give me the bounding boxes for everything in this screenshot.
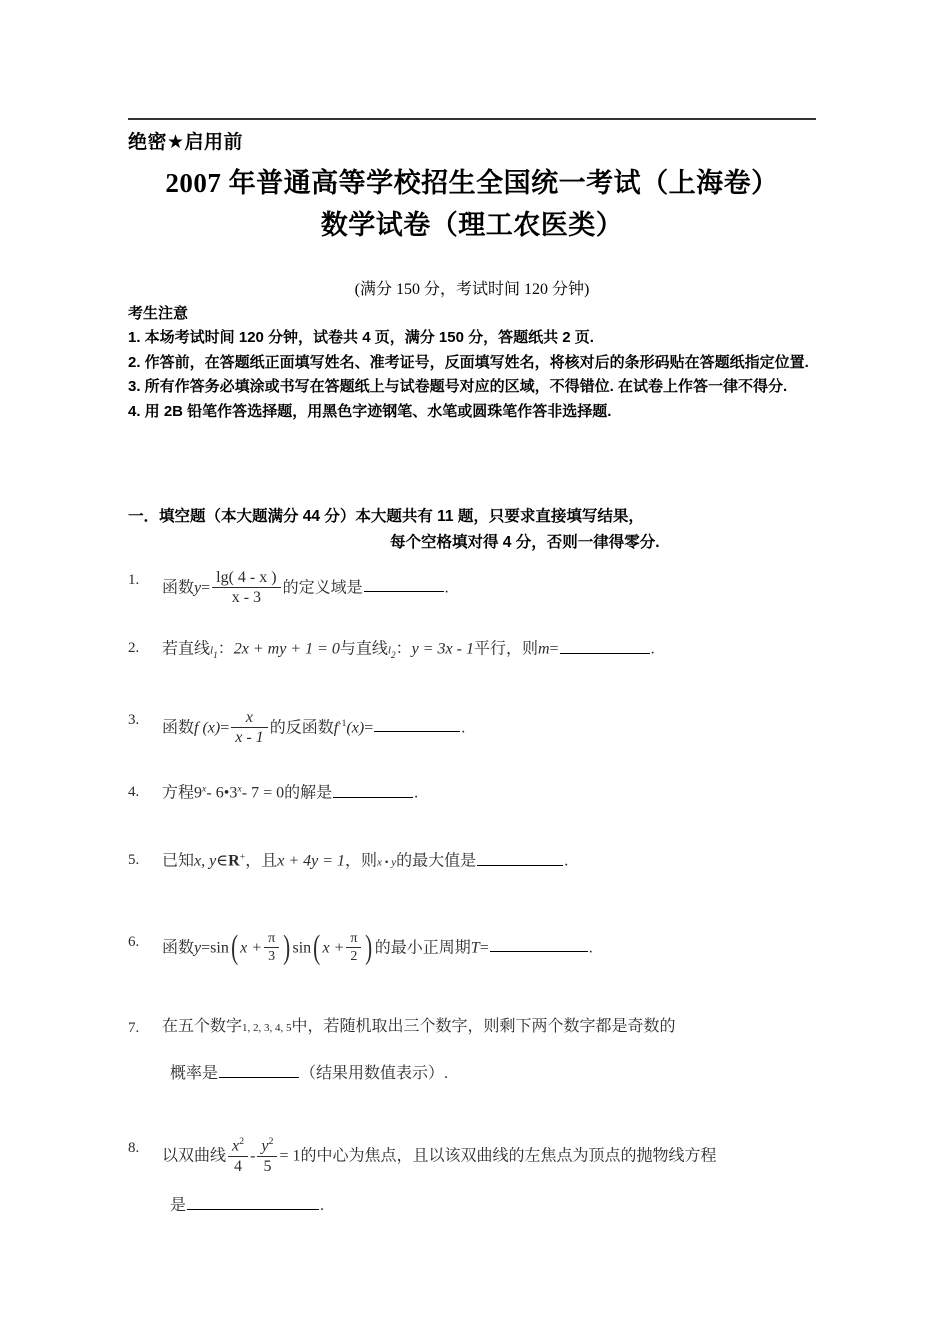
- q3-period: .: [461, 719, 466, 737]
- q2-colon-2: ：: [395, 640, 412, 658]
- question-body: [162, 710, 828, 748]
- q3-fraction: [231, 709, 267, 747]
- q2-answer-blank[interactable]: [560, 638, 650, 654]
- q5-period: .: [564, 852, 569, 870]
- question-body: [162, 570, 828, 608]
- q8-fraction-2: [257, 1137, 277, 1175]
- q5-element-of-symbol: ∈: [216, 852, 229, 870]
- question-number: 6.: [128, 934, 140, 950]
- q5-real-set-superscript: +: [239, 851, 246, 863]
- q8-answer-blank[interactable]: [187, 1194, 319, 1210]
- q3-function: f (x): [194, 719, 221, 737]
- q6-sine-1: sin: [210, 939, 229, 957]
- q7-answer-blank[interactable]: [219, 1062, 299, 1078]
- notice-heading: 考生注意: [128, 305, 189, 322]
- page-subtitle: 数学试卷（理工农医类）: [320, 210, 624, 240]
- q6-left-paren-2: (: [313, 928, 321, 966]
- question-6: [128, 928, 828, 966]
- q4-answer-blank[interactable]: [333, 782, 413, 798]
- q6-answer-blank[interactable]: [490, 937, 588, 953]
- q3-middle: 的反函数: [269, 719, 334, 737]
- q2-equals: =: [549, 640, 559, 658]
- q3-fraction-denominator: x - 1: [235, 729, 264, 747]
- q8-line2-prefix: 是: [170, 1197, 187, 1214]
- q6-variable-T: T: [470, 939, 480, 957]
- q1-suffix: 的定义域是: [282, 579, 363, 597]
- question-number: 7.: [128, 1020, 140, 1036]
- q8-period: .: [320, 1197, 325, 1214]
- q5-suffix: 的最大值是: [396, 852, 477, 870]
- question-8: [128, 1138, 828, 1176]
- q3-fraction-numerator: x: [231, 709, 267, 728]
- q5-real-set: R: [228, 852, 240, 870]
- q6-fraction-1-denominator: 3: [268, 949, 276, 965]
- q2-middle: 与直线: [339, 640, 388, 658]
- question-number: 3.: [128, 712, 140, 728]
- q6-right-paren-2: ): [365, 928, 373, 966]
- q8-line1-suffix: 的中心为焦点，且以该双曲线的左焦点为顶点的抛物线方程: [300, 1147, 717, 1165]
- q1-fraction-numerator: lg( 4 - x ): [212, 569, 280, 588]
- q2-line1-subscript: 1: [213, 650, 218, 661]
- q2-prefix: 若直线: [162, 640, 211, 658]
- q3-answer-blank[interactable]: [374, 717, 460, 733]
- q8-fraction-1-numerator-base: x: [232, 1137, 240, 1155]
- q7-line1-suffix: 中，若随机取出三个数字，则剩下两个数字都是奇数的: [291, 1018, 676, 1035]
- q6-left-paren-1: (: [230, 928, 239, 966]
- q8-fraction-1: [228, 1137, 248, 1175]
- q3-inverse-exponent: -1: [338, 718, 347, 730]
- q8-line1-prefix: 以双曲线: [162, 1147, 227, 1165]
- question-number: 4.: [128, 784, 140, 800]
- q4-base-1: 9: [194, 784, 203, 802]
- q2-line2-label: l: [387, 644, 391, 657]
- q5-product: x • y: [377, 856, 397, 869]
- question-number: 5.: [128, 852, 140, 868]
- q3-prefix: 函数: [162, 719, 195, 737]
- q7-line1-prefix: 在五个数字: [162, 1018, 243, 1035]
- q8-minus-operator: -: [250, 1147, 256, 1165]
- q6-right-paren-1: ): [283, 928, 291, 966]
- question-body: [162, 638, 828, 662]
- q8-fraction-1-numerator-exponent: 2: [239, 1136, 245, 1148]
- q5-variables: x, y: [194, 852, 217, 870]
- q4-expression-end: - 7 = 0: [241, 784, 285, 802]
- q7-line2-suffix: （结果用数值表示）.: [300, 1065, 449, 1082]
- question-8-line-2: [128, 1192, 828, 1215]
- q6-prefix: 函数: [162, 939, 195, 957]
- section-header-line-2: 每个空格填对得 4 分，否则一律得零分.: [390, 534, 660, 551]
- q1-fraction: [212, 569, 280, 607]
- question-number: 2.: [128, 640, 140, 656]
- q5-prefix: 已知: [162, 852, 195, 870]
- question-number: 1.: [128, 572, 140, 588]
- q8-equals-one: = 1: [279, 1147, 301, 1165]
- q5-middle: ，则: [345, 852, 378, 870]
- q7-number-list: 1, 2, 3, 4, 5: [242, 1022, 292, 1034]
- question-body: [162, 850, 828, 871]
- q8-fraction-1-numerator: [228, 1137, 248, 1157]
- q2-colon-1: ：: [217, 640, 234, 658]
- q8-fraction-2-denominator: 5: [263, 1157, 272, 1175]
- notice-item: 1. 本场考试时间 120 分钟，试卷共 4 页，满分 150 分，答题纸共 2 页.: [128, 329, 594, 346]
- q1-fraction-denominator: x - 3: [231, 589, 262, 607]
- question-body: [162, 928, 828, 966]
- q1-answer-blank[interactable]: [364, 577, 444, 593]
- q6-variable-y: y: [194, 939, 202, 957]
- secret-label: 绝密★启用前: [128, 132, 244, 153]
- question-7-line-2: [128, 1060, 828, 1083]
- section-header-line-1: 一．填空题（本大题满分 44 分）本大题共有 11 题，只要求直接填写结果，: [128, 508, 644, 525]
- q1-period: .: [444, 579, 449, 597]
- question-body: [162, 1018, 828, 1036]
- q4-exponent-2: x: [237, 783, 242, 795]
- q5-comma: ，且: [245, 852, 278, 870]
- q8-fraction-2-numerator-base: y: [261, 1137, 269, 1155]
- page-title: 2007 年普通高等学校招生全国统一考试（上海卷）: [165, 168, 779, 198]
- q6-suffix: 的最小正周期: [374, 939, 471, 957]
- q2-variable-m: m: [537, 640, 550, 658]
- question-2: [128, 638, 828, 662]
- q3-inverse-function: f: [333, 719, 339, 737]
- section-one-header: [128, 504, 828, 556]
- question-1: [128, 570, 828, 608]
- q2-period: .: [650, 640, 655, 658]
- q4-suffix: 的解是: [284, 784, 333, 802]
- q6-equals-2: =: [479, 939, 489, 957]
- q6-period: .: [588, 939, 593, 957]
- candidate-notice-block: [128, 302, 820, 424]
- q3-inverse-argument: (x): [346, 719, 365, 737]
- q6-fraction-2-numerator: π: [346, 931, 361, 948]
- q6-fraction-1-numerator: π: [264, 931, 279, 948]
- q2-suffix: 平行，则: [473, 640, 538, 658]
- q2-equation-1: 2x + my + 1 = 0: [233, 640, 340, 658]
- question-body: [162, 782, 828, 803]
- header-divider-rule: [128, 118, 816, 120]
- question-7: [128, 1018, 828, 1037]
- q4-exponent-1: x: [202, 783, 207, 795]
- q6-fraction-1: [264, 931, 279, 964]
- question-4: [128, 782, 828, 803]
- q8-fraction-2-numerator: [257, 1137, 277, 1157]
- q6-equals: =: [201, 939, 211, 957]
- q8-fraction-2-numerator-exponent: 2: [268, 1136, 274, 1148]
- q4-period: .: [414, 784, 419, 802]
- q2-line1-label: l: [210, 644, 214, 657]
- document-header: [128, 128, 816, 246]
- q6-sine-2: sin: [292, 939, 312, 957]
- q6-arg2-x: x +: [322, 939, 345, 957]
- question-5: [128, 850, 828, 871]
- q2-equation-2: y = 3x - 1: [411, 640, 474, 658]
- q3-equals-2: =: [364, 719, 374, 737]
- notice-item: 2. 作答前，在答题纸正面填写姓名、准考证号，反面填写姓名，将核对后的条形码贴在答题纸指定位置.: [128, 353, 809, 371]
- q1-prefix: 函数: [162, 579, 195, 597]
- q4-expression-middle: - 6•3: [206, 784, 238, 802]
- question-3: [128, 710, 828, 748]
- q5-condition: x + 4y = 1: [277, 852, 346, 870]
- notice-item: 3. 所有作答务必填涂或书写在答题纸上与试卷题号对应的区域，不得错位. 在试卷上作答一律不得分.: [128, 378, 788, 395]
- notice-item: 4. 用 2B 铅笔作答选择题，用黑色字迹钢笔、水笔或圆珠笔作答非选择题.: [128, 402, 612, 420]
- q5-answer-blank[interactable]: [477, 850, 563, 866]
- q4-prefix: 方程: [162, 784, 195, 802]
- q6-arg1-x: x +: [240, 939, 263, 957]
- question-body: [162, 1138, 828, 1176]
- question-number: 8.: [128, 1140, 140, 1156]
- q6-fraction-2-denominator: 2: [350, 949, 358, 965]
- q2-line2-subscript: 2: [390, 650, 396, 661]
- score-and-time-line: (满分 150 分，考试时间 120 分钟): [354, 281, 590, 298]
- q7-line2-prefix: 概率是: [170, 1065, 219, 1082]
- q1-variable-y: y: [194, 579, 202, 597]
- q8-fraction-1-denominator: 4: [234, 1157, 243, 1175]
- q1-equals: =: [201, 579, 211, 597]
- q6-fraction-2: [346, 931, 361, 964]
- q3-equals: =: [220, 719, 230, 737]
